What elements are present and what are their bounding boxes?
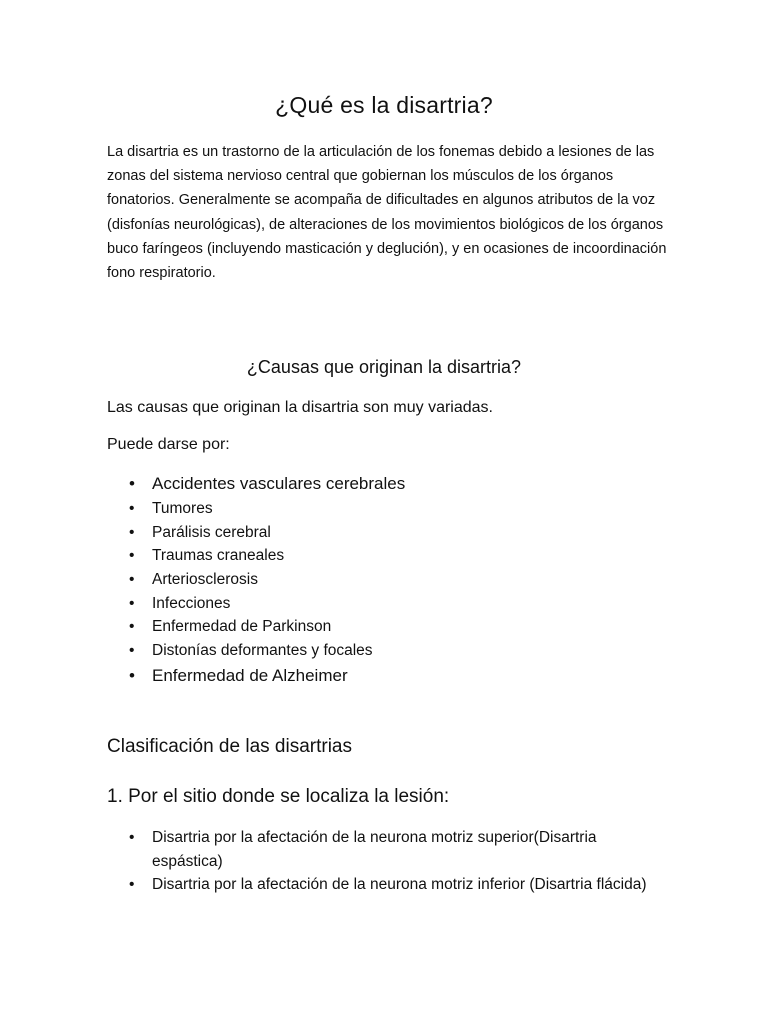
list-item: • Accidentes vasculares cerebrales bbox=[107, 471, 405, 497]
classification-heading: Clasificación de las disartrias bbox=[107, 736, 352, 757]
list-item: • Parálisis cerebral bbox=[107, 521, 405, 545]
causes-heading: ¿Causas que originan la disartria? bbox=[246, 357, 522, 377]
causes-list bbox=[107, 471, 405, 689]
list-item: • Infecciones bbox=[107, 592, 405, 616]
list-item: • Enfermedad de Alzheimer bbox=[107, 663, 405, 689]
classification-list bbox=[107, 826, 667, 897]
causes-prompt-text: Puede darse por: bbox=[107, 436, 230, 453]
list-item: • Traumas craneales bbox=[107, 544, 405, 568]
document-title: ¿Qué es la disartria? bbox=[275, 92, 493, 118]
list-item: • Distonías deformantes y focales bbox=[107, 639, 405, 663]
list-item: • Enfermedad de Parkinson bbox=[107, 615, 405, 639]
intro-paragraph: La disartria es un trastorno de la articulación de los fonemas debido a lesiones de las zonas del sistema nervioso central que gobiernan los músculos de los órganos fonatorios. Generalmente se acompaña de dificultades en algunos atributos de la voz (disfonías neurológicas), de alteraciones de los movimientos biológicos de los órganos buco faríngeos (incluyendo masticación y deglución), y en ocasiones de incoordinación fono respiratorio. bbox=[107, 144, 667, 282]
classification-subheading: 1. Por el sitio donde se localiza la lesión: bbox=[107, 786, 450, 807]
list-item: • Disartria por la afectación de la neurona motriz superior(Disartria espástica) bbox=[107, 826, 667, 873]
list-item: • Tumores bbox=[107, 497, 405, 521]
list-item: • Arteriosclerosis bbox=[107, 568, 405, 592]
list-item: • Disartria por la afectación de la neurona motriz inferior (Disartria flácida) bbox=[107, 873, 667, 897]
causes-lead-text: Las causas que originan la disartria son muy variadas. bbox=[107, 399, 493, 416]
